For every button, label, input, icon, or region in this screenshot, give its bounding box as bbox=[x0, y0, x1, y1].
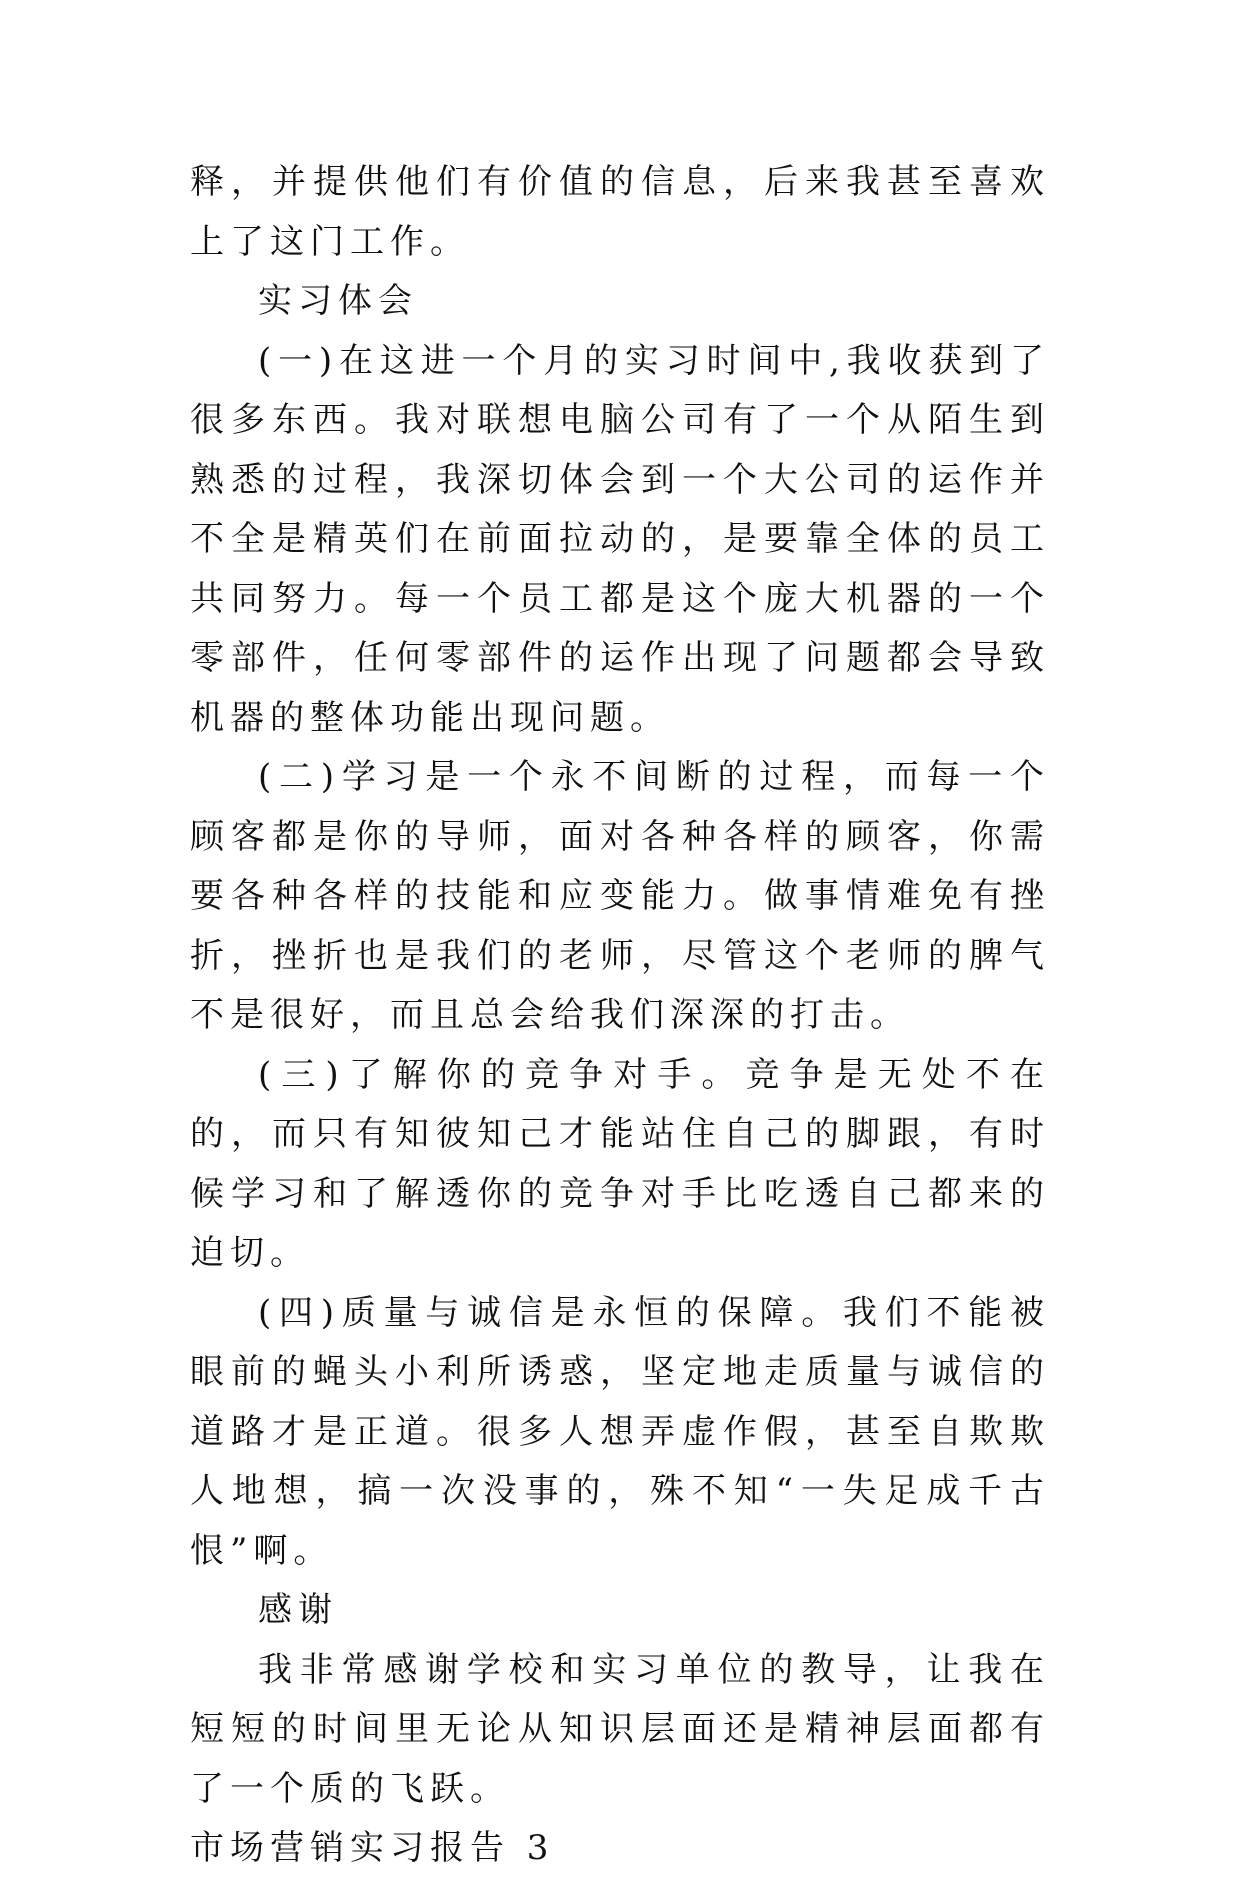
paragraph-experience-2: (二)学习是一个永不间断的过程，而每一个顾客都是你的导师，面对各种各样的顾客，你需要各种各样的技能和应变能力。做事情难免有挫折，挫折也是我们的老师，尽管这个老师的脾气不是很好，而且总会给我们深深的打击。 bbox=[190, 757, 1050, 1035]
paragraph-thanks: 我非常感谢学校和实习单位的教导，让我在短短的时间里无论从知识层面还是精神层面都有了一个质的飞跃。 bbox=[190, 1649, 1050, 1809]
next-report-title: 市场营销实习报告 3 bbox=[190, 1828, 555, 1868]
paragraph-experience-4: (四)质量与诚信是永恒的保障。我们不能被眼前的蝇头小利所诱惑，坚定地走质量与诚信的道路才是正道。很多人想弄虚作假，甚至自欺欺人地想，搞一次没事的，殊不知“一失足成千古恨”啊。 bbox=[190, 1292, 1050, 1571]
paragraph-intro-tail: 释，并提供他们有价值的信息，后来我甚至喜欢上了这门工作。 bbox=[190, 162, 1050, 262]
section-heading-thanks: 感谢 bbox=[258, 1590, 338, 1630]
document-body bbox=[190, 153, 1050, 1879]
paragraph-experience-1: (一)在这进一个月的实习时间中,我收获到了很多东西。我对联想电脑公司有了一个从陌生到熟悉的过程，我深切体会到一个大公司的运作并不全是精英们在前面拉动的，是要靠全体的员工共同努力。每一个员工都是这个庞大机器的一个零部件，任何零部件的运作出现了问题都会导致机器的整体功能出现问题。 bbox=[190, 340, 1050, 738]
paragraph-experience-3: (三)了解你的竞争对手。竞争是无处不在的，而只有知彼知己才能站住自己的脚跟，有时候学习和了解透你的竞争对手比吃透自己都来的迫切。 bbox=[190, 1054, 1050, 1273]
section-heading-experience: 实习体会 bbox=[258, 281, 418, 321]
